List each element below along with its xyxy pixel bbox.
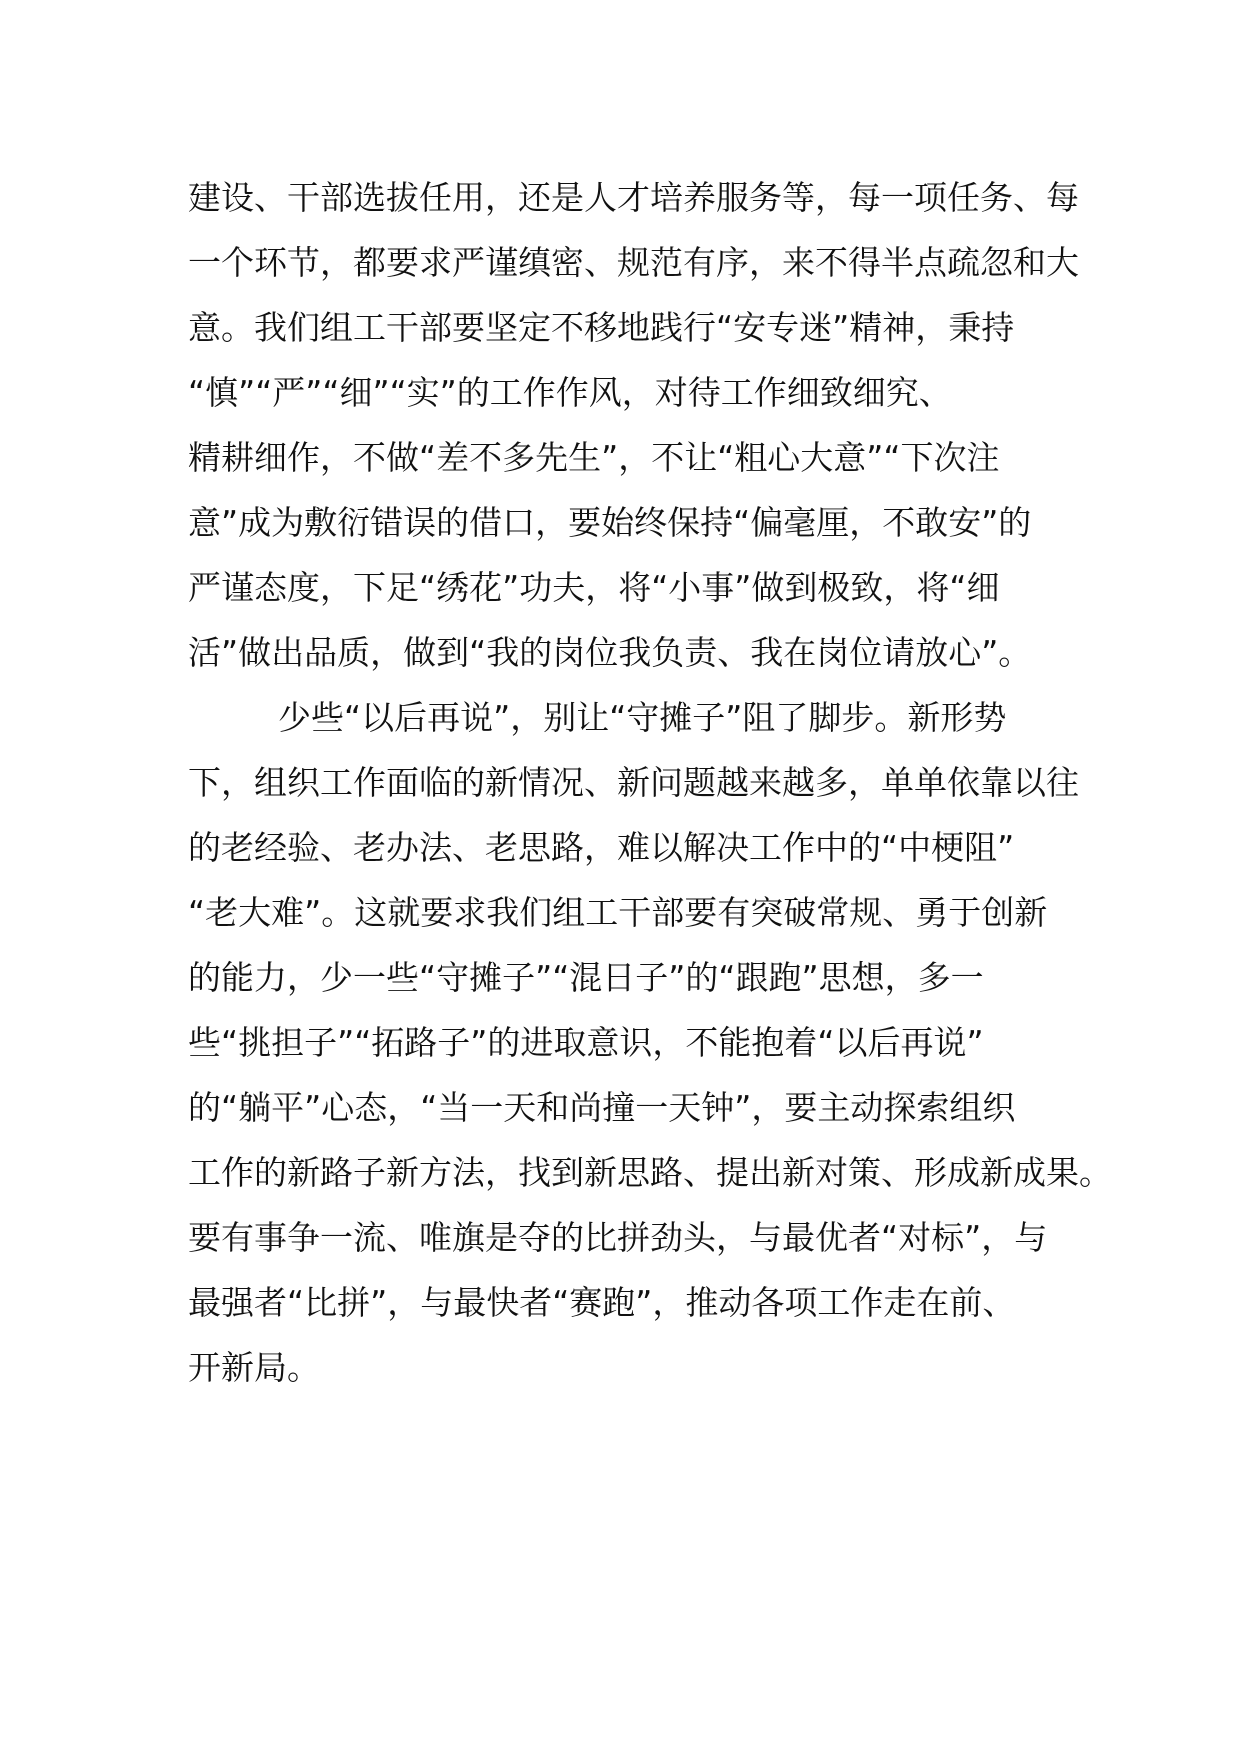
text-line: 的“躺平”心态，“当一天和尚撞一天钟”，要主动探索组织 bbox=[188, 1088, 1016, 1127]
text-line: 要有事争一流、唯旗是夺的比拼劲头，与最优者“对标”，与 bbox=[188, 1218, 1048, 1257]
text-line: 建设、干部选拔任用，还是人才培养服务等，每一项任务、每 bbox=[188, 178, 1079, 217]
text-line: 工作的新路子新方法，找到新思路、提出新对策、形成新成果。 bbox=[188, 1153, 1112, 1192]
body-text bbox=[188, 165, 1112, 1400]
text-line: 的能力，少一些“守摊子”“混日子”的“跟跑”思想，多一 bbox=[188, 958, 984, 997]
text-line: 一个环节，都要求严谨缜密、规范有序，来不得半点疏忽和大 bbox=[188, 243, 1079, 282]
text-line: 意。我们组工干部要坚定不移地践行“安专迷”精神，秉持 bbox=[188, 308, 1015, 347]
text-line: 开新局。 bbox=[188, 1348, 320, 1387]
text-line: 最强者“比拼”，与最快者“赛跑”，推动各项工作走在前、 bbox=[188, 1283, 1016, 1322]
text-line: 的老经验、老办法、老思路，难以解决工作中的“中梗阻” bbox=[188, 828, 1015, 867]
text-line: “老大难”。这就要求我们组工干部要有突破常规、勇于创新 bbox=[188, 893, 1048, 932]
text-line: 些“挑担子”“拓路子”的进取意识，不能抱着“以后再说” bbox=[188, 1023, 984, 1062]
text-line: 精耕细作，不做“差不多先生”，不让“粗心大意”“下次注 bbox=[188, 438, 1000, 477]
paragraph-first-line: 少些“以后再说”，别让“守摊子”阻了脚步。新形势 bbox=[278, 698, 1007, 737]
text-line: “慎”“严”“细”“实”的工作作风，对待工作细致细究、 bbox=[188, 373, 952, 412]
text-line: 意”成为敷衍错误的借口，要始终保持“偏毫厘，不敢安”的 bbox=[188, 503, 1032, 542]
text-line: 下，组织工作面临的新情况、新问题越来越多，单单依靠以往 bbox=[188, 763, 1079, 802]
text-line: 严谨态度，下足“绣花”功夫，将“小事”做到极致，将“细 bbox=[188, 568, 1000, 607]
text-line: 活”做出品质，做到“我的岗位我负责、我在岗位请放心”。 bbox=[188, 633, 1032, 672]
